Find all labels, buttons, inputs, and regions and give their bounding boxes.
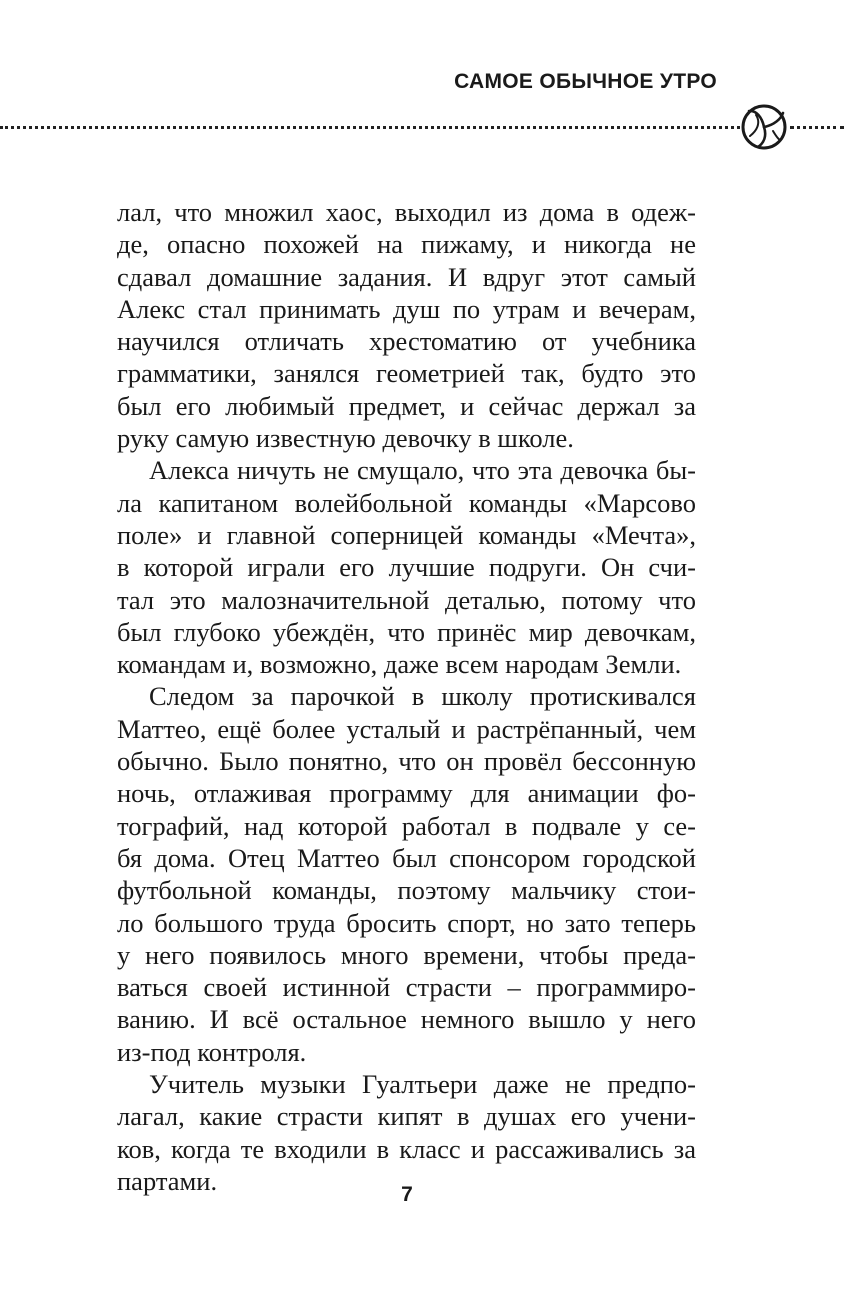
text-line: Учитель музыки Гуалтьери даже не предпо- bbox=[149, 1069, 696, 1100]
text-line: поле» и главной соперницей команды «Мечта», bbox=[117, 519, 696, 550]
page-number-container bbox=[0, 1183, 844, 1207]
text-line: де, опасно похожей на пижаму, и никогда не bbox=[117, 229, 696, 260]
text-line: ло большого труда бросить спорт, но зато теперь bbox=[117, 907, 696, 938]
body-text bbox=[117, 196, 696, 1197]
text-line: лал, что множил хаос, выходил из дома в одеж- bbox=[117, 197, 696, 227]
text-line: научился отличать хрестоматию от учебника bbox=[117, 326, 696, 357]
volleyball-icon bbox=[740, 103, 788, 151]
text-line: командам и, возможно, даже всем народам Земли. bbox=[117, 649, 682, 680]
text-line: футбольной команды, поэтому мальчику стои- bbox=[117, 875, 696, 906]
text-line: у него появилось много времени, чтобы преда- bbox=[117, 939, 696, 970]
text-line: руку самую известную девочку в школе. bbox=[117, 423, 574, 454]
text-line: ла капитаном волейбольной команды «Марсово bbox=[117, 487, 696, 518]
text-line: грамматики, занялся геометрией так, будто это bbox=[117, 358, 696, 389]
text-line: Алекса ничуть не смущало, что эта девочка бы- bbox=[149, 455, 696, 486]
text-line: ков, когда те входили в класс и рассаживались за bbox=[117, 1133, 696, 1164]
text-line: был глубоко убеждён, что принёс мир девочкам, bbox=[117, 616, 696, 647]
text-line: лагал, какие страсти кипят в душах его учени- bbox=[117, 1101, 696, 1132]
running-head-title: САМОЕ ОБЫЧНОЕ УТРО bbox=[454, 70, 717, 93]
text-line: тографий, над которой работал в подвале у се- bbox=[117, 810, 696, 841]
text-line: тал это малозначительной деталью, потому что bbox=[117, 584, 696, 615]
text-line: партами. bbox=[117, 1165, 218, 1196]
text-line: Маттео, ещё более усталый и растрёпанный, чем bbox=[117, 713, 696, 744]
text-line: Следом за парочкой в школу протискивался bbox=[149, 681, 696, 712]
text-line: ванию. И всё остальное немного вышло у него bbox=[117, 1004, 696, 1035]
page-number: 7 bbox=[401, 1183, 413, 1206]
text-line: бя дома. Отец Маттео был спонсором городской bbox=[117, 842, 696, 873]
text-line: из-под контроля. bbox=[117, 1036, 307, 1067]
text-line: ночь, отлаживая программу для анимации фо- bbox=[117, 778, 696, 809]
text-line: ваться своей истинной страсти – программиро- bbox=[117, 972, 696, 1003]
text-line: обычно. Было понятно, что он провёл бессонную bbox=[117, 746, 696, 777]
header-dotted-rule-left bbox=[0, 126, 740, 129]
text-line: в которой играли его лучшие подруги. Он счи- bbox=[117, 552, 696, 583]
text-line: сдавал домашние задания. И вдруг этот самый bbox=[117, 261, 696, 292]
text-line: был его любимый предмет, и сейчас держал за bbox=[117, 390, 696, 421]
header-dotted-rule-right bbox=[790, 126, 844, 129]
text-line: Алекс стал принимать душ по утрам и вечерам, bbox=[117, 293, 696, 324]
